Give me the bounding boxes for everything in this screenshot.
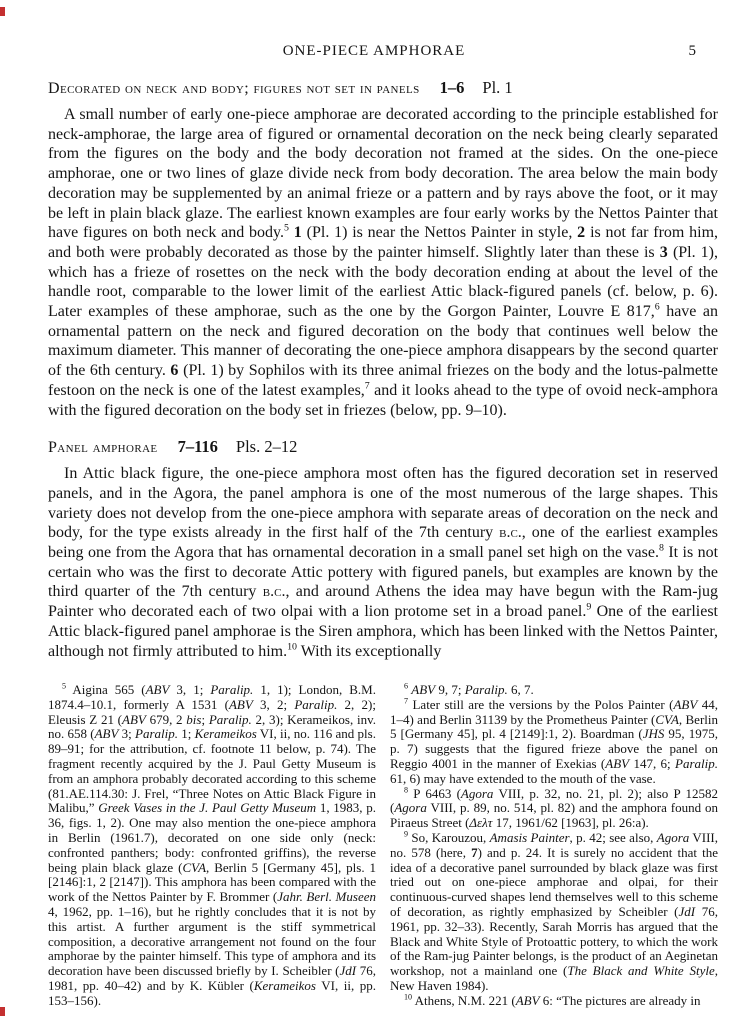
footnote-9: $^9$ So, Karouzou, Amasis Painter, p. 42; see also, Agora VIII, no. 578 (here, 7) and p. 24. It is surely no accident that the idea of a decorative panel surrounded by black glaze was first tried out on one-piece amphorae and olpai, for their continuous-curved shapes lend themselves well to this scheme of decoration, as rightly emphasized by Scheibler (JdI 76, 1961, pp. 32–33). Recently, Sarah Morris has argued that the Black and White Style of Protoattic pottery, to which the work of the Ram-jug Painter belongs, is the product of an Aeginetan workshop, not a mainland one (The Black and White Style, New Haven 1984). — [390, 829, 719, 993]
footnotes-right-column — [390, 683, 718, 1009]
footnote-7: $^7$ Later still are the versions by the Polos Painter (ABV 44, 1–4) and Berlin 31139 by the Prometheus Painter (CVA, Berlin 5 [Germany 45], pl. 4 [2149]:1, 2). Boardman (JHS 95, 1975, p. 7) suggests that the figured frieze above the panel on Reggio 4001 in the manner of Exekias (ABV 147, 6; Paralip. 61, 6) may have extended to the mouth of the vase. — [390, 696, 718, 786]
section-heading-text: Panel amphorae — [48, 439, 158, 457]
footnote-6: $^6$ ABV 9, 7; Paralip. 6, 7. — [404, 681, 534, 697]
paragraph-panel-amphorae: In Attic black figure, the one-piece amphora most often has the figured decoration set in reserved panels, and in the Agora, the panel amphora is one of the most numerous of the large shapes. This variety does not develop from the one-piece amphora with separate areas of decoration on the neck and body, for the type exists already in the first half of the 7th century b.c., one of the earliest examples being one from the Agora that has ornamental decoration in a small panel set high on the vase.$^8$ It is not certain who was the first to decorate Attic pottery with figured panels, but examples are known by the third quarter of the 7th century b.c., and around Athens the idea may have begun with the Ram-jug Painter who decorated each of two olpai with a lion protome set in a broad panel.$^9$ One of the earliest Attic black-figured panel amphorae is the Siren amphora, which has been linked with the Nettos Painter, although not firmly attributed to him.$^{10}$ With its exceptionally — [48, 465, 719, 660]
footnotes-left-column — [48, 683, 376, 1009]
plate-reference: Pl. 1 — [482, 78, 513, 97]
catalogue-range: 1–6 — [439, 78, 465, 97]
plate-reference: Pls. 2–12 — [235, 437, 298, 457]
catalogue-range: 7–116 — [177, 437, 218, 457]
footnote-5: $^5$ Aigina 565 (ABV 3, 1; Paralip. 1, 1); London, B.M. 1874.4–10.1, formerly A 1531 (ABV 3, 2; Paralip. 2, 2); Eleusis Z 21 (ABV 679, 2 bis; Paralip. 2, 3); Kerameikos, inv. no. 658 (ABV 3; Paralip. 1; Kerameikos VI, ii, no. 116 and pls. 89–91; for the attribution, cf. footnote 11 below, p. 74). The fragment recently acquired by the J. Paul Getty Museum is from an amphora probably decorated according to this scheme (81.AE.114.30: J. Frel, “Three Notes on Attic Black Figure in Malibu,” Greek Vases in the J. Paul Getty Museum 1, 1983, p. 36, figs. 1, 2). One may also mention the one-piece amphora in Berlin (1961.7), decorated on one side only (neck: confronted panthers; body: confronted griffins), the reverse being plain black glaze (CVA, Berlin 5 [Germany 45], pls. 1 [2146]:1, 2 [2147]). This amphora has been compared with the work of the Nettos Painter by F. Brommer (Jahr. Berl. Museen 4, 1962, pp. 1–16), but he rightly concludes that it is not by this artist. A further argument is the stiff symmetrical composition, a decorative arrangement not found on the four amphorae by the painter himself. This type of amphora and its decoration have been discussed briefly by I. Scheibler (JdI 76, 1981, pp. 40–42) and by K. Kübler (Kerameikos VI, ii, pp. 153–156). — [48, 681, 376, 1008]
section-heading-decorated-on-neck-and-body — [48, 79, 718, 98]
page-number: 5 — [688, 43, 696, 59]
footnote-8: $^8$ P 6463 (Agora VIII, p. 32, no. 21, pl. 2); also P 12582 (Agora VIII, p. 89, no. 514, pl. 82) and the amphora found on Piraeus Street (Δελτ 17, 1961/62 [1963], pl. 26:a). — [390, 785, 718, 831]
section-heading-panel-amphorae — [48, 438, 718, 457]
paragraph-decorated-on-neck-and-body: A small number of early one-piece amphorae are decorated according to the principle established for neck-amphorae, the large area of figured or ornamental decoration on the neck being clearly separated from the figures on the body and the body decoration not framed at the sides. On the one-piece amphorae, one or two lines of glaze divide neck from body decoration. The area below the main body decoration may be supplemented by an animal frieze or a pattern and by rays above the foot, or it may be left in plain black glaze. The earliest known examples are four early works by the Nettos Painter that have figures on both neck and body.$^5$ 1 (Pl. 1) is near the Nettos Painter in style, 2 is not far from him, and both were probably decorated as those by the painter himself. Slightly later than these is 3 (Pl. 1), which has a frieze of rosettes on the neck with the body decoration ending at about the level of the handle root, comparable to the lower limit of the earliest Attic black-figured panels (cf. below, p. 6). Later examples of these amphorae, such as the one by the Gorgon Painter, Louvre E 817,$^6$ have an ornamental pattern on the neck and figured decoration on the body that continues well below the maximum diameter. This manner of decorating the one-piece amphora disappears by the second quarter of the 6th century. 6 (Pl. 1) by Sophilos with its three animal friezes on the body and the lotus-palmette festoon on the neck is one of the latest examples,$^7$ and it looks ahead to the type of ovoid neck-amphora with the figured decoration on the body set in friezes (below, pp. 9–10). — [48, 106, 719, 419]
running-head — [0, 43, 748, 61]
page-content — [48, 79, 718, 661]
running-head-title: ONE-PIECE AMPHORAE — [282, 43, 466, 59]
scan-mark-top — [0, 7, 5, 16]
section-heading-text: Decorated on neck and body; figures not set in panels — [48, 80, 420, 97]
scan-mark-bottom — [0, 1007, 5, 1016]
footnote-10: $^{10}$ Athens, N.M. 221 (ABV 6: “The pictures are already in — [404, 992, 701, 1008]
footnotes-block — [48, 683, 718, 1009]
